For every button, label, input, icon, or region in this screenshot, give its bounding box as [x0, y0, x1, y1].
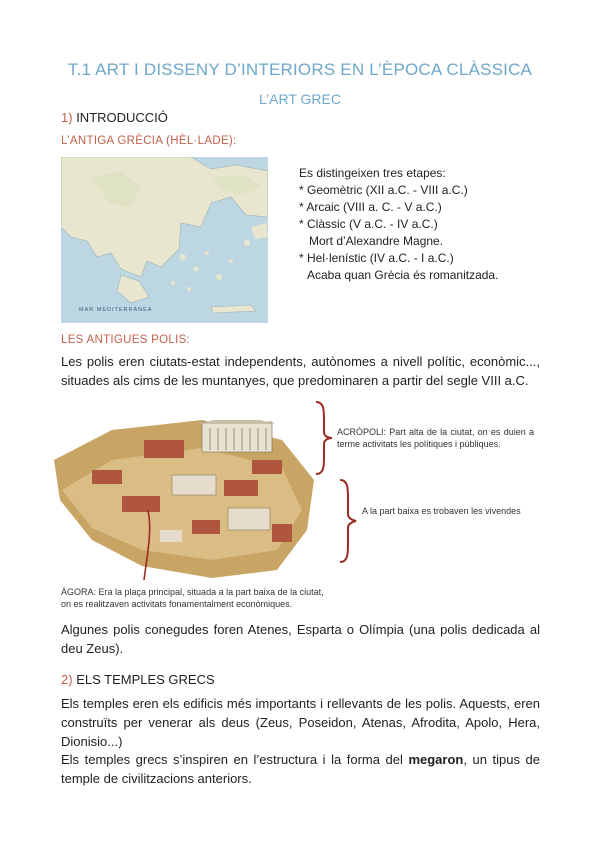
polis-intro: Les polis eren ciutats-estat independents, autònomes a nivell polític, econòmic..., situades als cims de les muntanyes, que predominaren a partir del segle VIII a.C.: [61, 354, 540, 388]
stage-item: * Clàssic (V a.C. - IV a.C.): [299, 217, 438, 231]
lower-city-note: A la part baixa es trobaven les vivendes: [362, 506, 521, 516]
polis-subheading: LES ANTIGUES POLIS:: [61, 334, 191, 346]
section-1-number: 1): [61, 110, 73, 125]
acropolis-drawing: [52, 420, 322, 580]
megaron-term: megaron: [408, 752, 464, 767]
temples-paragraph-2-end: , un tipus de temple de civilitzacions anteriors.: [61, 752, 540, 786]
agora-note-line1: ÀGORA: Era la plaça principal, situada a la part baixa de la ciutat,: [61, 587, 324, 597]
section-1-title: INTRODUCCIÓ: [76, 110, 168, 125]
section-2-heading: [61, 672, 215, 687]
greece-subheading: L’ANTIGA GRÈCIA (HÈL·LADE):: [61, 135, 237, 147]
stage-note: Acaba quan Grècia és romanitzada.: [307, 268, 499, 282]
agora-note-line2: on es realitzaven activitats fonamentalment econòmiques.: [61, 599, 293, 609]
stages-intro: Es distingeixen tres etapes:: [299, 166, 446, 180]
stages-list: [299, 165, 498, 284]
polis-examples: Algunes polis conegudes foren Atenes, Esparta o Olímpia (una polis dedicada al deu Zeus).: [61, 622, 540, 656]
page-subtitle: L’ART GREC: [259, 91, 341, 107]
temples-paragraph-2: [61, 750, 540, 788]
map-caption: MAR MEDITERRÀNEA: [79, 307, 153, 313]
section-1-heading: [61, 110, 168, 125]
section-2-title: ELS TEMPLES GRECS: [76, 672, 215, 687]
acropolis-illustration: [52, 420, 322, 580]
page-title: T.1 ART I DISSENY D’INTERIORS EN L’ÈPOCA CLÀSSICA: [67, 60, 533, 79]
section-2-number: 2): [61, 672, 73, 687]
temples-paragraph-2-start: Els temples grecs s’inspiren en l’estructura i la forma del: [61, 752, 409, 767]
acropolis-note: ACRÒPOLI: Part alta de la ciutat, on es duien a terme activitats les polítiques i públiques.: [337, 427, 534, 449]
temples-paragraph-1: Els temples eren els edificis més importants i rellevants de les polis. Aquests, eren construïts per venerar als deus (Zeus, Poseidon, Atenas, Afrodita, Apolo, Hera, Dionisio...): [61, 696, 540, 749]
greece-map-drawing: [61, 157, 268, 323]
stage-item: * Arcaic (VIII a. C. - V a.C.): [299, 200, 442, 214]
lower-city-bracket: [336, 478, 360, 564]
stage-item: * Hel·lenístic (IV a.C. - I a.C.): [299, 251, 454, 265]
stage-item: * Geomètric (XII a.C. - VIII a.C.): [299, 183, 468, 197]
greece-map: [61, 157, 268, 323]
stage-note: Mort d’Alexandre Magne.: [309, 234, 444, 248]
acropolis-bracket: [312, 400, 336, 476]
